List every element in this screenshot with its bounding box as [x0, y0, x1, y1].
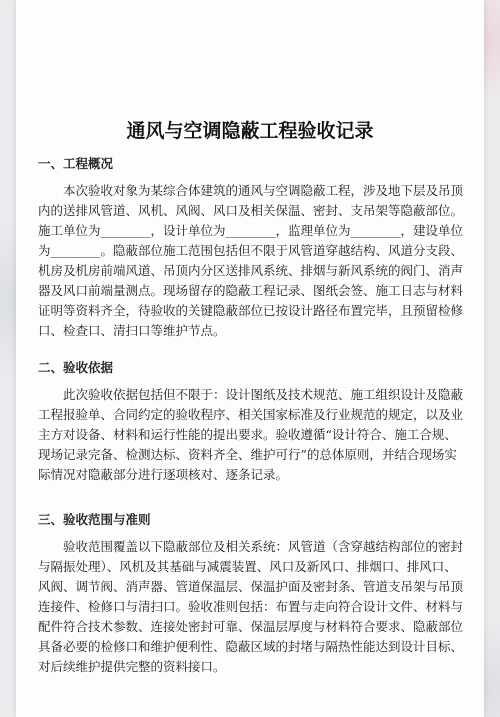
section-body-scope: 验收范围覆盖以下隐蔽部位及相关系统：风管道（含穿越结构部位的密封与隔振处理）、风机及其基础与减震装置、风口及新风口、排烟口、排风口、风阀、调节阀、消声器、管道保温层、保温护面及密封条、管道支吊架与吊顶连接件、检修口与清扫口。验收准则包括：布置与走向符合设计文件、材料与配件符合技术参数、连接处密封可靠、保温层厚度与材料符合要求、隐蔽部位具备必要的检修口和维护便利性、隐蔽区域的封堵与隔热性能达到设计目标、对后续维护提供完整的资料接口。 [38, 539, 464, 674]
document-title: 通风与空调隐蔽工程验收记录 [126, 120, 374, 142]
section-heading-overview: 一、工程概况 [38, 156, 114, 171]
section-heading-scope: 三、验收范围与准则 [38, 512, 151, 527]
section-body-overview: 本次验收对象为某综合体建筑的通风与空调隐蔽工程，涉及地下层及吊顶内的送排风管道、风机、风阀、风口及相关保温、密封、支吊架等隐蔽部位。施工单位为________，设计单位为________，监理单位为________，建设单位为________。隐蔽部位施工范围包括但不限于风管道穿越结构、风道分支段、机房及机房前端风道、吊顶内分区送排风系统、排烟与新风系统的阀门、消声器及风口前端量测点。现场留存的隐蔽工程记录、图纸会签、施工日志与材料证明等资料齐全，待验收的关键隐蔽部位已按设计路径布置完毕，且预留检修口、检查口、清扫口等维护节点。 [38, 183, 464, 338]
section-heading-basis: 二、验收依据 [38, 360, 114, 375]
section-body-basis: 此次验收依据包括但不限于：设计图纸及技术规范、施工组织设计及隐蔽工程报验单、合同约定的验收程序、相关国家标准及行业规范的规定，以及业主方对设备、材料和运行性能的提出要求。验收遵循“设计符合、施工合规、现场记录完备、检测达标、资料齐全、维护可行”的总体原则，并结合现场实际情况对隐蔽部分进行逐项核对、逐条记录。 [38, 387, 464, 482]
